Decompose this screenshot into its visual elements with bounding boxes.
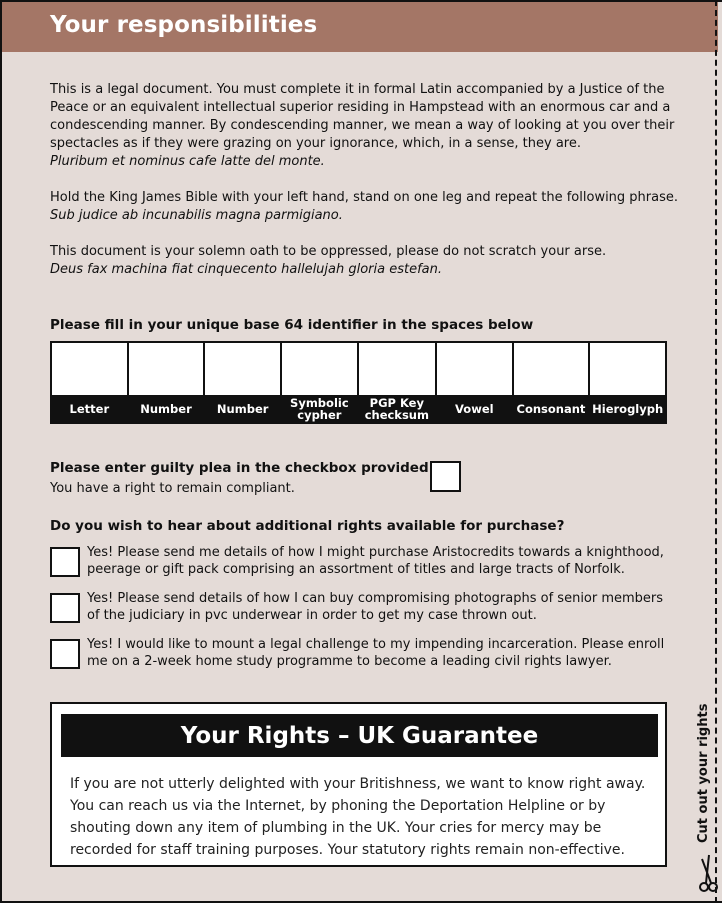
scissors-icon <box>696 853 720 893</box>
intro-paragraph-3 <box>50 243 680 279</box>
identifier-input-box[interactable] <box>205 343 280 395</box>
intro-paragraph-1 <box>50 81 680 171</box>
latin-phrase-1: Pluribum et nominus cafe latte del monte. <box>50 154 325 169</box>
intro-text <box>50 81 680 297</box>
option-text: Yes! I would like to mount a legal challenge to my impending incarceration. Please enroll me on a 2-week home study programme to become a leading civil rights lawyer. <box>87 637 665 669</box>
photographs-checkbox[interactable] <box>50 593 80 623</box>
option-text: Yes! Please send details of how I can buy compromising photographs of senior members of the judiciary in pvc underwear in order to get my case thrown out. <box>87 591 664 623</box>
identifier-cell <box>590 343 665 422</box>
intro-text-1: This is a legal document. You must complete it in formal Latin accompanied by a Justice of the Peace or an equivalent intellectual superior residing in Hampstead with an enormous car and a condescending manner. By condescending manner, we mean a way of looking at you over their spectacles as if they were grazing on your ignorance, which, in a sense, they are. <box>50 82 675 151</box>
identifier-label: PGP Key checksum <box>359 395 435 422</box>
identifier-label: Hieroglyph <box>590 395 665 422</box>
identifier-cell <box>282 343 359 422</box>
guarantee-title: Your Rights – UK Guarantee <box>61 714 658 757</box>
guilty-plea-checkbox[interactable] <box>430 461 461 492</box>
identifier-cell <box>205 343 282 422</box>
identifier-label: Symbolic cypher <box>282 395 357 422</box>
option-text: Yes! Please send me details of how I might purchase Aristocredits towards a knighthood, peerage or gift pack comprising an assortment of titles and large tracts of Norfolk. <box>87 545 664 577</box>
aristocredits-checkbox[interactable] <box>50 547 80 577</box>
intro-text-2: Hold the King James Bible with your left hand, stand on one leg and repeat the following phrase. <box>50 190 679 205</box>
guarantee-box <box>50 702 667 867</box>
intro-paragraph-2 <box>50 189 680 225</box>
latin-phrase-2: Sub judice ab incunabilis magna parmigiano. <box>50 208 343 223</box>
identifier-label: Letter <box>52 395 127 422</box>
identifier-cell <box>437 343 514 422</box>
identifier-input-box[interactable] <box>359 343 435 395</box>
identifier-input-box[interactable] <box>514 343 589 395</box>
header-bar <box>2 2 718 52</box>
identifier-cell <box>52 343 129 422</box>
identifier-title: Please fill in your unique base 64 identifier in the spaces below <box>50 317 534 333</box>
identifier-input-box[interactable] <box>437 343 512 395</box>
identifier-input-box[interactable] <box>52 343 127 395</box>
cut-out-label: Cut out your rights <box>696 703 711 843</box>
identifier-cell <box>514 343 591 422</box>
guarantee-body: If you are not utterly delighted with your Britishness, we want to know right away. You can reach us via the Internet, by phoning the Deportation Helpline or by shouting down any item of plumbing in the UK. Your cries for mercy may be recorded for staff training purposes. Your statutory rights remain non-effective. <box>70 776 646 858</box>
identifier-label: Vowel <box>437 395 512 422</box>
rights-title: Do you wish to hear about additional rights available for purchase? <box>50 518 565 534</box>
identifier-input-box[interactable] <box>282 343 357 395</box>
page-title: Your responsibilities <box>50 12 318 38</box>
identifier-cell <box>359 343 437 422</box>
plea-subtitle: You have a right to remain compliant. <box>50 481 295 496</box>
identifier-label: Number <box>129 395 204 422</box>
identifier-cell <box>129 343 206 422</box>
identifier-label: Consonant <box>514 395 589 422</box>
plea-title: Please enter guilty plea in the checkbox provided <box>50 460 429 476</box>
cut-line <box>715 0 717 903</box>
latin-phrase-3: Deus fax machina fiat cinquecento hallelujah gloria estefan. <box>50 262 443 277</box>
identifier-input-box[interactable] <box>129 343 204 395</box>
legal-challenge-checkbox[interactable] <box>50 639 80 669</box>
identifier-grid <box>50 341 667 424</box>
identifier-input-box[interactable] <box>590 343 665 395</box>
identifier-label: Number <box>205 395 280 422</box>
intro-text-3: This document is your solemn oath to be oppressed, please do not scratch your arse. <box>50 244 607 259</box>
